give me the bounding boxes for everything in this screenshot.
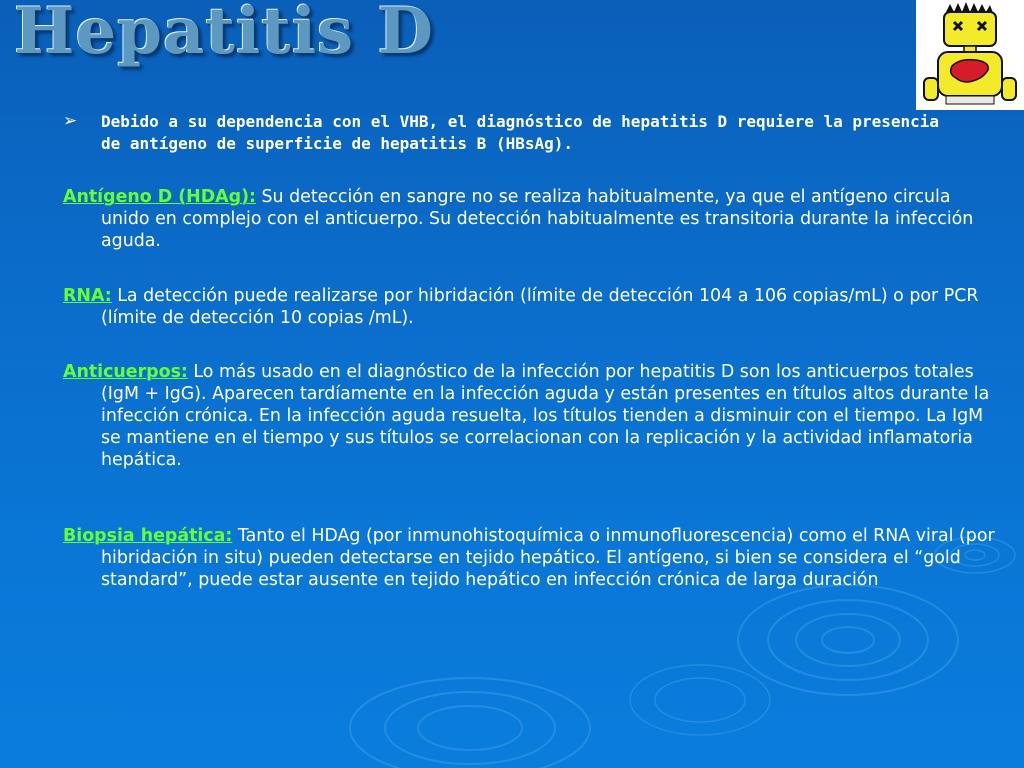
paragraph-text: Su detección en sangre no se realiza habitualmente, ya que el antígeno circula unido en complejo con el anticuerpo. Su detección habitualmente es transitoria durante la infección aguda. <box>101 187 974 251</box>
paragraph-biopsia <box>63 525 996 591</box>
intro-bullet-text: Debido a su dependencia con el VHB, el diagnóstico de hepatitis D requiere la presencia de antígeno de superficie de hepatitis B (HBsAg). <box>101 112 940 153</box>
paragraph-term: Anticuerpos: <box>63 362 188 382</box>
paragraph-rna <box>63 285 996 329</box>
paragraph-text: La detección puede realizarse por hibridación (límite de detección 104 a 106 copias/mL) o por PCR (límite de detección 10 copias /mL). <box>101 286 979 328</box>
slide-title: Hepatitis D <box>14 0 434 69</box>
paragraph-anticuerpos <box>63 361 996 471</box>
paragraph-term: RNA: <box>63 286 112 306</box>
paragraph-text: Tanto el HDAg (por inmunohistoquímica o inmunofluorescencia) como el RNA viral (por hibridación in situ) pueden detectarse en tejido hepático. El antígeno, si bien se considera el “gold standard”, puede estar ausente en tejido hepático en infección crónica de larga duración <box>101 526 995 590</box>
paragraph-text: Lo más usado en el diagnóstico de la infección por hepatitis D son los anticuerpos totales (IgM + IgG). Aparecen tardíamente en la infección aguda y están presentes en títulos altos durante la infección crónica. En la infección aguda resuelta, los títulos tienden a disminuir con el tiempo. La IgM se mantiene en el tiempo y sus títulos se correlacionan con la replicación y la actividad inflamatoria hepática. <box>101 362 990 470</box>
intro-bullet <box>63 111 943 155</box>
paragraph-term: Biopsia hepática: <box>63 526 233 546</box>
paragraph-term: Antígeno D (HDAg): <box>63 187 256 207</box>
paragraph-antigeno <box>63 186 996 252</box>
arrow-bullet-icon: ➢ <box>63 111 78 131</box>
